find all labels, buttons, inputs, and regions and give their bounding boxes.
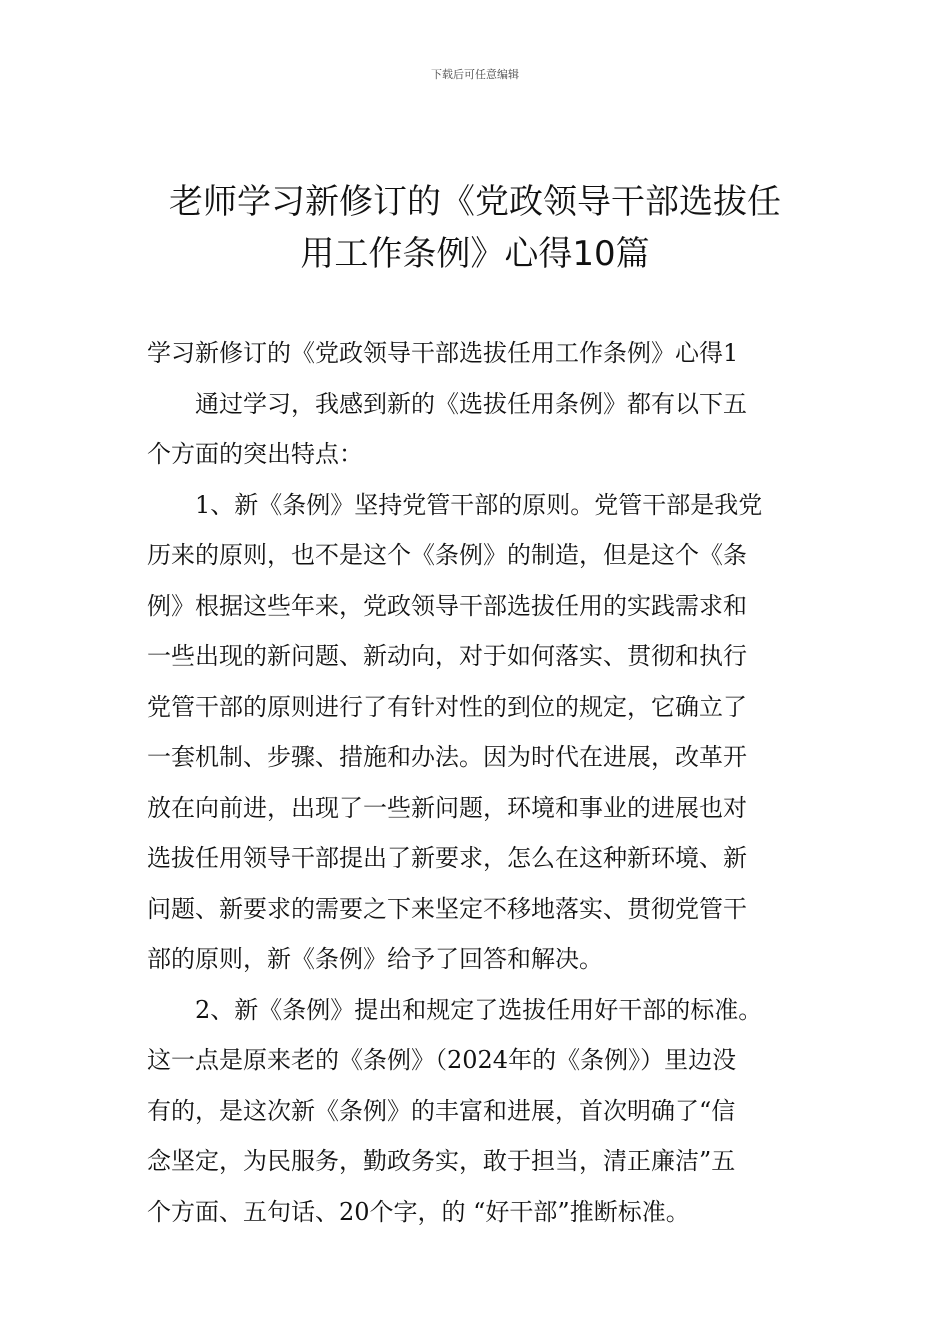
text-line: 一些出现的新问题、新动向，对于如何落实、贯彻和执行 xyxy=(147,642,747,670)
text-line: 有的，是这次新《条例》的丰富和进展，首次明确了“信 xyxy=(147,1096,736,1125)
header-note: 下载后可任意编辑 xyxy=(431,68,519,81)
text-line: 历来的原则，也不是这个《条例》的制造，但是这个《条 xyxy=(147,541,747,569)
text-line: 党管干部的原则进行了有针对性的到位的规定，它确立了 xyxy=(147,692,747,721)
document-title-line: 用工作条例》心得10篇 xyxy=(300,234,650,274)
text-line: 放在向前进，出现了一些新问题，环境和事业的进展也对 xyxy=(147,793,747,822)
section-heading xyxy=(147,328,807,379)
text-line: 个方面、五句话、20个字，的 “好干部”推断标准。 xyxy=(147,1197,690,1226)
paragraph-point-1 xyxy=(147,480,807,985)
text-line: 问题、新要求的需要之下来坚定不移地落实、贯彻党管干 xyxy=(147,894,747,923)
document-title-line: 老师学习新修订的《党政领导干部选拔任 xyxy=(169,182,781,222)
text-line: 个方面的突出特点： xyxy=(147,440,363,468)
text-line: 学习新修订的《党政领导干部选拔任用工作条例》心得1 xyxy=(147,339,739,367)
text-line: 通过学习，我感到新的《选拔任用条例》都有以下五 xyxy=(195,389,747,418)
document-title xyxy=(130,176,820,280)
document-body xyxy=(147,328,807,1237)
text-line: 1、新《条例》坚持党管干部的原则。党管干部是我党 xyxy=(195,490,763,519)
text-line: 选拔任用领导干部提出了新要求，怎么在这种新环境、新 xyxy=(147,844,747,872)
text-line: 2、新《条例》提出和规定了选拔任用好干部的标准。 xyxy=(195,995,763,1024)
text-line: 例》根据这些年来，党政领导干部选拔任用的实践需求和 xyxy=(147,591,747,620)
text-line: 一套机制、步骤、措施和办法。因为时代在进展，改革开 xyxy=(147,743,747,771)
text-line: 这一点是原来老的《条例》（2024年的《条例》）里边没 xyxy=(147,1046,737,1074)
text-line: 部的原则，新《条例》给予了回答和解决。 xyxy=(147,945,603,973)
text-line: 念坚定，为民服务，勤政务实，敢于担当，清正廉洁”五 xyxy=(147,1147,736,1175)
paragraph-intro xyxy=(147,379,807,480)
paragraph-point-2 xyxy=(147,985,807,1238)
